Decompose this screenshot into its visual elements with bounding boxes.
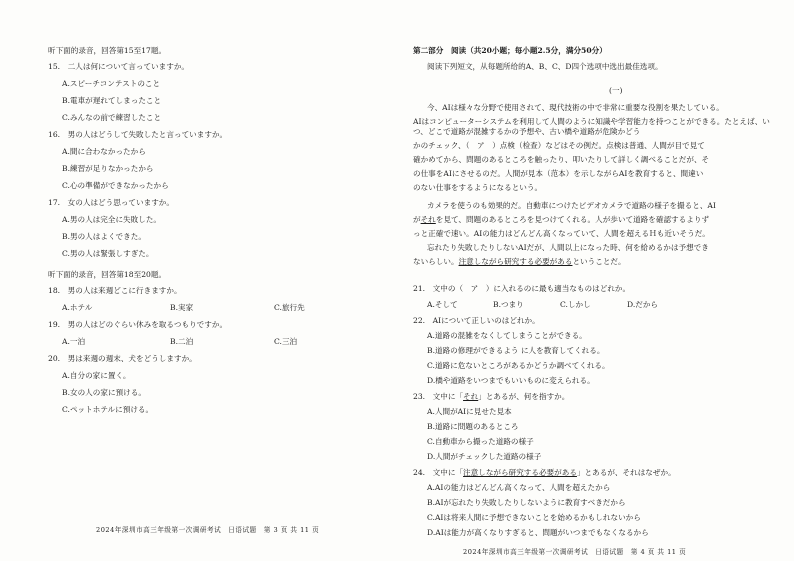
q22-stem: 22. AIについて正しいのはどれか。 bbox=[413, 316, 540, 325]
q20-stem: 20. 男は来週の週末、犬をどうしますか。 bbox=[48, 354, 197, 363]
q18-option-b: B.実家 bbox=[170, 303, 194, 312]
q23-stem-text: 23. 文中に「 bbox=[413, 392, 464, 401]
passage-text: ということだ。 bbox=[572, 257, 626, 266]
q24-underlined-phrase: 注意しながら研究する必要がある bbox=[463, 468, 577, 477]
q23-underlined-sore: それ bbox=[463, 392, 479, 401]
passage-line: 今、AIは様々な分野で使用されて、現代技術の中で非常に重要な役割を果たしている。 bbox=[427, 103, 724, 112]
passage-line: のない仕事をするようになるという。 bbox=[413, 183, 543, 192]
right-footer: 2024年深圳市高三年级第一次调研考试 日语试题 第 4 页 共 11 页 bbox=[463, 548, 687, 556]
q18-stem: 18. 男の人は来週どこに行きますか。 bbox=[48, 286, 182, 295]
q20-option-b: B.女の人の家に預ける。 bbox=[62, 388, 146, 397]
q18-option-a: A.ホテル bbox=[62, 303, 93, 312]
q20-option-c: C.ペットホテルに預ける。 bbox=[62, 405, 154, 414]
q21-stem: 21. 文中の（ ア ）に入れるのに最も適当なものはどれか。 bbox=[413, 284, 631, 293]
q22-option-d: D.橋や道路をいつまでもいいものに変えられる。 bbox=[427, 376, 595, 385]
q17-option-c: C.男の人は緊張しすぎた。 bbox=[62, 249, 154, 258]
q21-option-b: B.つまり bbox=[493, 300, 524, 309]
q18-option-c: C.旅行先 bbox=[274, 303, 305, 312]
q23-option-c: C.自動車から撮った道路の様子 bbox=[427, 437, 534, 446]
passage-line bbox=[413, 257, 626, 267]
q23-option-b: B.道路に問題のあるところ bbox=[427, 422, 519, 431]
q22-option-c: C.道路に危ないところがあるかどうか調べてくれる。 bbox=[427, 361, 610, 370]
q16-option-b: B.練習が足りなかったから bbox=[62, 164, 154, 173]
passage-line: 忘れたり失敗したりしないAIだが、人間以上になった時、何を給めるかは予想でき bbox=[427, 243, 709, 252]
q23-option-d: D.人間がチェックした道路の様子 bbox=[427, 452, 542, 461]
q24-option-c: C.AIは将来人間に予想できないことを始めるかもしれないから bbox=[427, 513, 641, 522]
passage-line: カメラを使うのも効果的だ。自動車につけたビデオカメラで道路の様子を撮ると、AI bbox=[427, 201, 716, 210]
q23-option-a: A.人間がAIに見せた見本 bbox=[427, 407, 512, 416]
passage-text: が bbox=[413, 215, 421, 224]
part-title: 第二部分 阅读（共20小题；每小题2.5分，满分50分） bbox=[413, 46, 607, 55]
passage-line: っと正確で速い。AIの能力はどんどん高くなっていて、人間を超えるＨも近いそうだ。 bbox=[413, 229, 710, 238]
q21-option-d: D.だから bbox=[627, 300, 659, 309]
passage-text: を見て、問題のあるところを見つけてくれる。人が歩いて道路を確認するよりず bbox=[435, 215, 709, 224]
q15-stem: 15. 二人は何について言っていますか。 bbox=[48, 62, 190, 71]
q21-option-c: C.しかし bbox=[560, 300, 591, 309]
q19-stem: 19. 男の人はどのぐらい休みを取るつもりですか。 bbox=[48, 320, 228, 329]
q24-stem-text: 」とあるが、それはなぜか。 bbox=[576, 468, 676, 477]
reading-instruction: 阅读下列短文，从每题所给的A、B、C、D四个选项中选出最佳选项。 bbox=[427, 62, 663, 71]
passage-line: 確かめてから、問題のあるところを触ったり、叩いたりして詳しく調べることだが、そ bbox=[413, 155, 710, 164]
q15-option-a: A.スピーチコンテストのこと bbox=[62, 79, 161, 88]
passage-line: AIはコンピューターシステムを利用して人間のように知識や学習能力を持つことができる。たとえば、いつ、どこで道路が混雑するかの予想や、古い橋や道路が危険かどう bbox=[413, 117, 770, 136]
q24-option-d: D.AIは能力が高くなりすぎると、問題がいつまでもなくなるから bbox=[427, 528, 649, 537]
section2-instruction: 听下面的录音，回答第18至20题。 bbox=[48, 270, 167, 279]
q17-option-b: B.男の人はよくできた。 bbox=[62, 232, 146, 241]
q16-stem: 16. 男の人はどうして失敗したと言っていますか。 bbox=[48, 130, 228, 139]
q22-option-a: A.道路の混雑をなくしてしまうことができる。 bbox=[427, 331, 587, 340]
underlined-phrase: 注意しながら研究する必要がある bbox=[458, 257, 573, 266]
passage-line: かのチェック、（ ア ）点検（检查）などはその例だ。点検は普通、人間が目で見て bbox=[413, 141, 705, 150]
q16-option-a: A.間に合わなかったから bbox=[62, 147, 146, 156]
q15-option-b: B.電車が遅れてしまったこと bbox=[62, 96, 162, 105]
q19-option-c: C.三泊 bbox=[274, 337, 298, 346]
left-footer: 2024年深圳市高三年级第一次调研考试 日语试题 第 3 页 共 11 页 bbox=[96, 526, 320, 534]
q24-option-a: A.AIの能力はどんどん高くなって、人間を超えたから bbox=[427, 483, 611, 492]
q22-option-b: B.道路の修理ができるよう に人を教育してくれる。 bbox=[427, 346, 605, 355]
q15-option-c: C.みんなの前で練習したこと bbox=[62, 113, 162, 122]
q19-option-a: A.一泊 bbox=[62, 337, 86, 346]
q24-stem bbox=[413, 468, 676, 478]
q17-stem: 17. 女の人はどう思っていますか。 bbox=[48, 198, 174, 207]
right-page bbox=[397, 0, 794, 561]
q23-stem-text: 」とあるが、何を指すか。 bbox=[478, 392, 570, 401]
q23-stem bbox=[413, 392, 569, 402]
underlined-sore: それ bbox=[420, 215, 436, 224]
passage-number: (一) bbox=[609, 86, 623, 95]
q21-option-a: A.そして bbox=[427, 300, 458, 309]
passage-line bbox=[413, 215, 709, 225]
section1-instruction: 听下面的录音，回答第15至17题。 bbox=[48, 46, 167, 55]
passage-text: ないらしい。 bbox=[413, 257, 459, 266]
q24-option-b: B.AIが忘れたり失敗したりしないように教育すべきだから bbox=[427, 498, 626, 507]
q20-option-a: A.自分の家に置く。 bbox=[62, 371, 131, 380]
q24-stem-text: 24. 文中に「 bbox=[413, 468, 464, 477]
q16-option-c: C.心の準備ができなかったから bbox=[62, 181, 169, 190]
passage-line: の仕事をAIにさせるのだ。人間が見本（范本）を示しながらAIを教育すると、間違い bbox=[413, 169, 704, 178]
q17-option-a: A.男の人は完全に失敗した。 bbox=[62, 215, 162, 224]
q19-option-b: B.二泊 bbox=[170, 337, 194, 346]
